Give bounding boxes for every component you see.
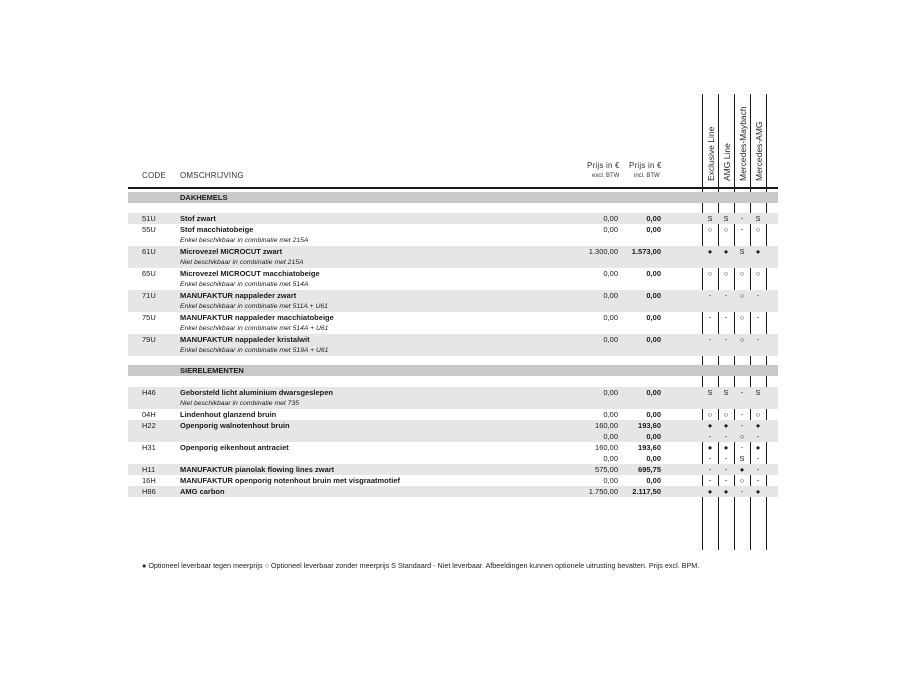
cell-availability: - [708,432,712,441]
cell-availability: ○ [755,225,761,234]
cell-description: Microvezel MICROCUT zwart [180,247,283,256]
cell-price-incl: 193,60 [638,443,661,452]
cell-availability: - [740,410,744,419]
header-price-excl-title: Prijs in € [587,161,620,170]
cell-availability: - [756,476,760,485]
table-row [128,387,778,398]
cell-code: H31 [142,443,156,452]
table-note-row [128,345,778,356]
cell-description: Openporig walnotenhout bruin [180,421,290,430]
cell-description: Geborsteld licht aluminium dwarsgeslepen [180,388,333,397]
cell-availability: ○ [723,225,729,234]
cell-availability: ○ [739,269,745,278]
model-label-mercedes-maybach: Mercedes-Maybach [738,106,748,181]
table-row [128,420,778,431]
cell-availability: - [708,454,712,463]
cell-availability: - [724,313,728,322]
table-row [128,464,778,475]
table-note-row [128,279,778,290]
header-price-excl-sub: excl. BTW [592,173,620,179]
cell-availability: ● [739,465,745,474]
cell-note: Enkel beschikbaar in combinatie met 514A [180,281,309,288]
cell-availability: - [740,421,744,430]
cell-availability: ○ [755,269,761,278]
cell-price-incl: 0,00 [646,225,661,234]
cell-availability: - [756,454,760,463]
cell-price-excl: 1.750,00 [588,487,618,496]
cell-availability: - [724,291,728,300]
cell-availability: S [755,214,761,223]
cell-price-excl: 0,00 [603,335,618,344]
cell-availability: ● [723,487,729,496]
cell-price-incl: 0,00 [646,335,661,344]
cell-code: 55U [142,225,156,234]
cell-availability: ● [723,421,729,430]
table-row [128,334,778,345]
cell-availability: - [756,291,760,300]
cell-description: Openporig eikenhout antraciet [180,443,289,452]
table-row [128,442,778,453]
table-row [128,453,778,464]
cell-availability: ● [755,421,761,430]
cell-availability: ○ [755,410,761,419]
cell-note: Niet beschikbaar in combinatie met 215A [180,259,304,266]
cell-availability: - [740,225,744,234]
cell-availability: ● [707,487,713,496]
table-row [128,213,778,224]
cell-availability: - [724,454,728,463]
cell-description: MANUFAKTUR pianolak flowing lines zwart [180,465,335,474]
table-note-row [128,398,778,409]
cell-availability: - [708,465,712,474]
section-title: DAKHEMELS [180,193,228,202]
cell-code: H86 [142,487,156,496]
cell-availability: ○ [707,269,713,278]
cell-code: 65U [142,269,156,278]
cell-availability: ● [707,421,713,430]
cell-availability: ○ [739,313,745,322]
cell-description: MANUFAKTUR openporig notenhout bruin met visgraatmotief [180,476,400,485]
model-label-mercedes-amg: Mercedes-AMG [754,121,764,181]
cell-note: Niet beschikbaar in combinatie met 735 [180,400,300,407]
cell-availability: - [740,214,744,223]
cell-availability: - [740,487,744,496]
cell-availability: ○ [739,432,745,441]
cell-description: AMG carbon [180,487,225,496]
cell-note: Enkel beschikbaar in combinatie met 519A + U61 [180,347,329,354]
cell-availability: S [723,214,729,223]
section-title: SIERELEMENTEN [180,366,244,375]
cell-availability: - [724,335,728,344]
cell-code: 79U [142,335,156,344]
cell-availability: ● [723,443,729,452]
cell-availability: - [740,388,744,397]
cell-price-incl: 0,00 [646,432,661,441]
cell-availability: - [708,335,712,344]
model-label-amg-line: AMG Line [722,143,732,181]
cell-availability: - [724,432,728,441]
cell-availability: S [707,388,713,397]
table-row [128,431,778,442]
cell-availability: ○ [739,291,745,300]
cell-availability: ● [707,443,713,452]
cell-availability: - [756,313,760,322]
table-note-row [128,257,778,268]
table-row [128,475,778,486]
cell-note: Enkel beschikbaar in combinatie met 514A + U61 [180,325,329,332]
cell-description: Stof zwart [180,214,216,223]
cell-price-incl: 0,00 [646,313,661,322]
legend: ● Optioneel leverbaar tegen meerprijs ○ Optioneel leverbaar zonder meerprijs S Standaard - Niet leverbaar. Afbeeldingen kunnen optionele uitrusting bevatten. Prijs excl. BPM. [142,561,700,570]
cell-price-excl: 575,00 [595,465,618,474]
table-row [128,290,778,301]
cell-price-excl: 0,00 [603,291,618,300]
table-note-row [128,301,778,312]
cell-description: MANUFAKTUR nappaleder macchiatobeige [180,313,334,322]
header-rule [128,187,778,189]
cell-availability: - [756,465,760,474]
header-omschrijving: OMSCHRIJVING [180,171,244,180]
cell-code: 61U [142,247,156,256]
cell-availability: - [708,313,712,322]
cell-price-incl: 0,00 [646,269,661,278]
cell-code: 51U [142,214,156,223]
cell-availability: - [708,476,712,485]
header-code: CODE [142,171,166,180]
cell-price-incl: 0,00 [646,388,661,397]
cell-price-incl: 193,60 [638,421,661,430]
cell-price-excl: 0,00 [603,214,618,223]
cell-price-incl: 0,00 [646,214,661,223]
header-price-incl-sub: incl. BTW [634,173,660,179]
cell-availability: ● [723,247,729,256]
cell-availability: ○ [707,410,713,419]
cell-availability: S [723,388,729,397]
cell-price-excl: 0,00 [603,269,618,278]
cell-price-incl: 0,00 [646,454,661,463]
cell-price-excl: 160,00 [595,421,618,430]
cell-availability: ● [755,443,761,452]
cell-code: 04H [142,410,156,419]
cell-description: MANUFAKTUR nappaleder zwart [180,291,297,300]
cell-price-incl: 695,75 [638,465,661,474]
cell-price-incl: 0,00 [646,291,661,300]
cell-price-excl: 160,00 [595,443,618,452]
cell-availability: ● [755,247,761,256]
cell-availability: ○ [707,225,713,234]
cell-note: Enkel beschikbaar in combinatie met 511A + U61 [180,303,328,310]
table-row [128,409,778,420]
cell-price-incl: 0,00 [646,410,661,419]
cell-price-incl: 2.117,50 [632,487,661,496]
header-price-incl-title: Prijs in € [629,161,662,170]
table-row [128,486,778,497]
cell-availability: ● [755,487,761,496]
cell-availability: ○ [739,335,745,344]
table-row [128,268,778,279]
model-label-exclusive-line: Exclusive Line [706,126,716,181]
cell-description: Stof macchiatobeige [180,225,254,234]
cell-availability: S [707,214,713,223]
cell-availability: ○ [739,476,745,485]
cell-price-excl: 0,00 [603,410,618,419]
cell-availability: - [740,443,744,452]
cell-price-incl: 1.573,00 [631,247,661,256]
cell-note: Enkel beschikbaar in combinatie met 215A [180,237,309,244]
cell-price-excl: 0,00 [603,388,618,397]
cell-availability: - [708,291,712,300]
table-row [128,312,778,323]
cell-availability: - [756,432,760,441]
cell-availability: - [756,335,760,344]
cell-availability: ● [707,247,713,256]
cell-code: H22 [142,421,156,430]
cell-availability: S [739,454,745,463]
cell-availability: - [724,465,728,474]
cell-description: Lindenhout glanzend bruin [180,410,277,419]
cell-price-excl: 1.300,00 [588,247,618,256]
cell-description: MANUFAKTUR nappaleder kristalwit [180,335,310,344]
table-row [128,224,778,235]
cell-description: Microvezel MICROCUT macchiatobeige [180,269,320,278]
cell-availability: S [739,247,745,256]
cell-price-excl: 0,00 [603,454,618,463]
cell-code: 16H [142,476,156,485]
cell-price-excl: 0,00 [603,313,618,322]
table-note-row [128,323,778,334]
table-row [128,246,778,257]
cell-code: 75U [142,313,156,322]
table-note-row [128,235,778,246]
cell-price-excl: 0,00 [603,476,618,485]
cell-code: H46 [142,388,156,397]
cell-availability: - [724,476,728,485]
cell-code: H11 [142,465,156,474]
cell-price-excl: 0,00 [603,225,618,234]
cell-availability: ○ [723,410,729,419]
cell-price-incl: 0,00 [646,476,661,485]
cell-availability: S [755,388,761,397]
cell-code: 71U [142,291,156,300]
cell-price-excl: 0,00 [603,432,618,441]
cell-availability: ○ [723,269,729,278]
